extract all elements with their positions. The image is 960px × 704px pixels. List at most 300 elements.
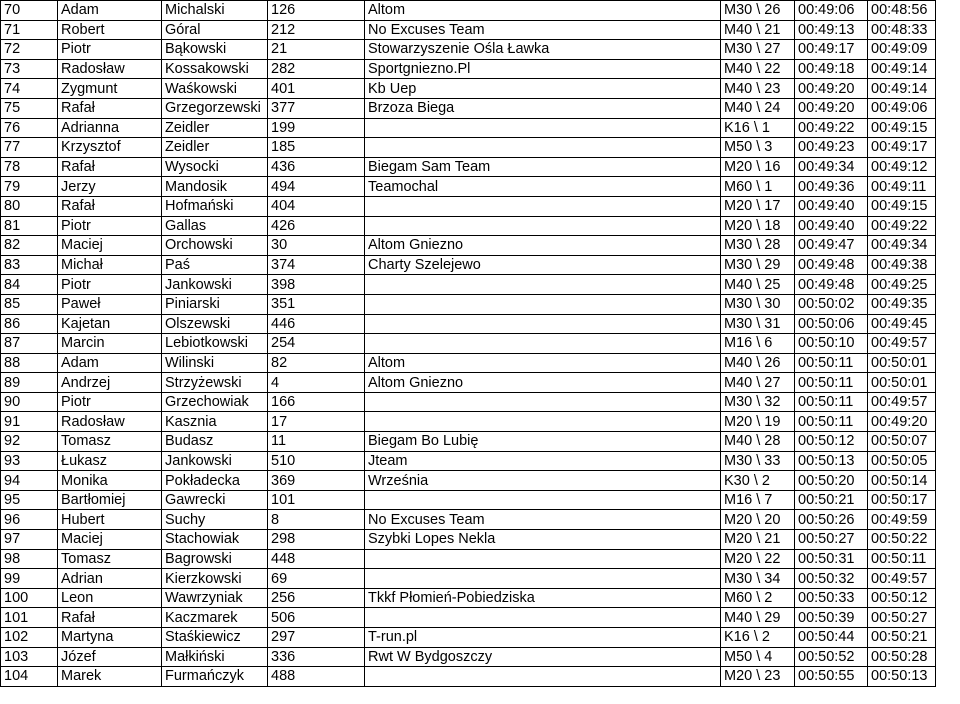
net-time-cell: 00:49:22 xyxy=(868,216,936,236)
club-cell: Altom xyxy=(365,353,721,373)
table-row xyxy=(1,1,936,21)
first-name-cell: Józef xyxy=(58,647,162,667)
gun-time-cell: 00:50:21 xyxy=(795,490,868,510)
bib-number-cell: 297 xyxy=(268,628,365,648)
net-time-cell: 00:49:14 xyxy=(868,79,936,99)
gun-time-cell: 00:49:34 xyxy=(795,157,868,177)
table-row xyxy=(1,588,936,608)
category-cell: M50 \ 3 xyxy=(721,138,795,158)
category-cell: K16 \ 1 xyxy=(721,118,795,138)
club-cell xyxy=(365,549,721,569)
net-time-cell: 00:49:14 xyxy=(868,59,936,79)
category-cell: M30 \ 34 xyxy=(721,569,795,589)
club-cell: Teamochal xyxy=(365,177,721,197)
category-cell: M20 \ 17 xyxy=(721,196,795,216)
first-name-cell: Andrzej xyxy=(58,373,162,393)
category-cell: M16 \ 7 xyxy=(721,490,795,510)
category-cell: M30 \ 30 xyxy=(721,294,795,314)
place-cell: 98 xyxy=(1,549,58,569)
net-time-cell: 00:48:33 xyxy=(868,20,936,40)
gun-time-cell: 00:50:33 xyxy=(795,588,868,608)
category-cell: M40 \ 25 xyxy=(721,275,795,295)
club-cell: Altom Gniezno xyxy=(365,373,721,393)
net-time-cell: 00:50:28 xyxy=(868,647,936,667)
place-cell: 82 xyxy=(1,236,58,256)
category-cell: K30 \ 2 xyxy=(721,471,795,491)
bib-number-cell: 256 xyxy=(268,588,365,608)
gun-time-cell: 00:49:40 xyxy=(795,196,868,216)
last-name-cell: Suchy xyxy=(162,510,268,530)
gun-time-cell: 00:50:44 xyxy=(795,628,868,648)
last-name-cell: Hofmański xyxy=(162,196,268,216)
place-cell: 78 xyxy=(1,157,58,177)
club-cell xyxy=(365,275,721,295)
place-cell: 94 xyxy=(1,471,58,491)
club-cell: Altom Gniezno xyxy=(365,236,721,256)
place-cell: 92 xyxy=(1,432,58,452)
last-name-cell: Orchowski xyxy=(162,236,268,256)
first-name-cell: Tomasz xyxy=(58,432,162,452)
club-cell: Kb Uep xyxy=(365,79,721,99)
first-name-cell: Piotr xyxy=(58,40,162,60)
table-row xyxy=(1,216,936,236)
place-cell: 99 xyxy=(1,569,58,589)
first-name-cell: Paweł xyxy=(58,294,162,314)
bib-number-cell: 8 xyxy=(268,510,365,530)
first-name-cell: Maciej xyxy=(58,236,162,256)
first-name-cell: Adrian xyxy=(58,569,162,589)
gun-time-cell: 00:50:13 xyxy=(795,451,868,471)
gun-time-cell: 00:50:12 xyxy=(795,432,868,452)
club-cell: Jteam xyxy=(365,451,721,471)
net-time-cell: 00:50:13 xyxy=(868,667,936,687)
club-cell: No Excuses Team xyxy=(365,510,721,530)
place-cell: 86 xyxy=(1,314,58,334)
last-name-cell: Wilinski xyxy=(162,353,268,373)
first-name-cell: Rafał xyxy=(58,157,162,177)
net-time-cell: 00:49:34 xyxy=(868,236,936,256)
table-row xyxy=(1,20,936,40)
last-name-cell: Olszewski xyxy=(162,314,268,334)
last-name-cell: Gawrecki xyxy=(162,490,268,510)
last-name-cell: Zeidler xyxy=(162,138,268,158)
table-row xyxy=(1,530,936,550)
first-name-cell: Marek xyxy=(58,667,162,687)
club-cell xyxy=(365,138,721,158)
last-name-cell: Bagrowski xyxy=(162,549,268,569)
place-cell: 76 xyxy=(1,118,58,138)
place-cell: 97 xyxy=(1,530,58,550)
net-time-cell: 00:49:45 xyxy=(868,314,936,334)
gun-time-cell: 00:49:06 xyxy=(795,1,868,21)
bib-number-cell: 506 xyxy=(268,608,365,628)
first-name-cell: Marcin xyxy=(58,334,162,354)
last-name-cell: Grzechowiak xyxy=(162,392,268,412)
gun-time-cell: 00:50:06 xyxy=(795,314,868,334)
gun-time-cell: 00:49:20 xyxy=(795,98,868,118)
last-name-cell: Wawrzyniak xyxy=(162,588,268,608)
bib-number-cell: 446 xyxy=(268,314,365,334)
net-time-cell: 00:49:17 xyxy=(868,138,936,158)
place-cell: 90 xyxy=(1,392,58,412)
bib-number-cell: 69 xyxy=(268,569,365,589)
place-cell: 80 xyxy=(1,196,58,216)
club-cell xyxy=(365,216,721,236)
bib-number-cell: 30 xyxy=(268,236,365,256)
net-time-cell: 00:50:22 xyxy=(868,530,936,550)
first-name-cell: Zygmunt xyxy=(58,79,162,99)
club-cell xyxy=(365,608,721,628)
bib-number-cell: 254 xyxy=(268,334,365,354)
table-row xyxy=(1,157,936,177)
net-time-cell: 00:49:09 xyxy=(868,40,936,60)
net-time-cell: 00:49:06 xyxy=(868,98,936,118)
bib-number-cell: 185 xyxy=(268,138,365,158)
bib-number-cell: 404 xyxy=(268,196,365,216)
net-time-cell: 00:49:57 xyxy=(868,334,936,354)
category-cell: M30 \ 26 xyxy=(721,1,795,21)
table-row xyxy=(1,138,936,158)
category-cell: M30 \ 28 xyxy=(721,236,795,256)
net-time-cell: 00:50:14 xyxy=(868,471,936,491)
last-name-cell: Stachowiak xyxy=(162,530,268,550)
bib-number-cell: 11 xyxy=(268,432,365,452)
place-cell: 72 xyxy=(1,40,58,60)
bib-number-cell: 369 xyxy=(268,471,365,491)
last-name-cell: Kasznia xyxy=(162,412,268,432)
table-row xyxy=(1,647,936,667)
club-cell: Biegam Sam Team xyxy=(365,157,721,177)
net-time-cell: 00:50:12 xyxy=(868,588,936,608)
table-row xyxy=(1,549,936,569)
bib-number-cell: 126 xyxy=(268,1,365,21)
net-time-cell: 00:49:12 xyxy=(868,157,936,177)
club-cell: Szybki Lopes Nekla xyxy=(365,530,721,550)
club-cell xyxy=(365,334,721,354)
table-row xyxy=(1,334,936,354)
place-cell: 100 xyxy=(1,588,58,608)
first-name-cell: Leon xyxy=(58,588,162,608)
place-cell: 70 xyxy=(1,1,58,21)
table-row xyxy=(1,490,936,510)
category-cell: M60 \ 1 xyxy=(721,177,795,197)
category-cell: M20 \ 16 xyxy=(721,157,795,177)
last-name-cell: Piniarski xyxy=(162,294,268,314)
last-name-cell: Grzegorzewski xyxy=(162,98,268,118)
first-name-cell: Bartłomiej xyxy=(58,490,162,510)
bib-number-cell: 101 xyxy=(268,490,365,510)
place-cell: 96 xyxy=(1,510,58,530)
place-cell: 79 xyxy=(1,177,58,197)
table-row xyxy=(1,667,936,687)
last-name-cell: Strzyżewski xyxy=(162,373,268,393)
gun-time-cell: 00:50:26 xyxy=(795,510,868,530)
gun-time-cell: 00:49:48 xyxy=(795,255,868,275)
category-cell: K16 \ 2 xyxy=(721,628,795,648)
first-name-cell: Radosław xyxy=(58,59,162,79)
place-cell: 83 xyxy=(1,255,58,275)
last-name-cell: Zeidler xyxy=(162,118,268,138)
place-cell: 95 xyxy=(1,490,58,510)
gun-time-cell: 00:49:20 xyxy=(795,79,868,99)
last-name-cell: Gallas xyxy=(162,216,268,236)
table-row xyxy=(1,236,936,256)
table-row xyxy=(1,59,936,79)
net-time-cell: 00:49:38 xyxy=(868,255,936,275)
category-cell: M40 \ 21 xyxy=(721,20,795,40)
club-cell: Sportgniezno.Pl xyxy=(365,59,721,79)
net-time-cell: 00:49:25 xyxy=(868,275,936,295)
category-cell: M40 \ 28 xyxy=(721,432,795,452)
club-cell xyxy=(365,490,721,510)
category-cell: M40 \ 29 xyxy=(721,608,795,628)
club-cell: T-run.pl xyxy=(365,628,721,648)
table-row xyxy=(1,255,936,275)
net-time-cell: 00:49:15 xyxy=(868,118,936,138)
category-cell: M60 \ 2 xyxy=(721,588,795,608)
category-cell: M30 \ 32 xyxy=(721,392,795,412)
place-cell: 74 xyxy=(1,79,58,99)
table-row xyxy=(1,98,936,118)
table-row xyxy=(1,275,936,295)
first-name-cell: Hubert xyxy=(58,510,162,530)
table-row xyxy=(1,392,936,412)
category-cell: M20 \ 21 xyxy=(721,530,795,550)
net-time-cell: 00:50:05 xyxy=(868,451,936,471)
place-cell: 89 xyxy=(1,373,58,393)
gun-time-cell: 00:50:10 xyxy=(795,334,868,354)
gun-time-cell: 00:49:18 xyxy=(795,59,868,79)
last-name-cell: Budasz xyxy=(162,432,268,452)
category-cell: M20 \ 19 xyxy=(721,412,795,432)
last-name-cell: Wysocki xyxy=(162,157,268,177)
last-name-cell: Małkiński xyxy=(162,647,268,667)
last-name-cell: Jankowski xyxy=(162,451,268,471)
bib-number-cell: 488 xyxy=(268,667,365,687)
last-name-cell: Mandosik xyxy=(162,177,268,197)
first-name-cell: Piotr xyxy=(58,392,162,412)
first-name-cell: Radosław xyxy=(58,412,162,432)
last-name-cell: Pokładecka xyxy=(162,471,268,491)
club-cell: Biegam Bo Lubię xyxy=(365,432,721,452)
first-name-cell: Łukasz xyxy=(58,451,162,471)
table-row xyxy=(1,471,936,491)
place-cell: 71 xyxy=(1,20,58,40)
first-name-cell: Tomasz xyxy=(58,549,162,569)
bib-number-cell: 298 xyxy=(268,530,365,550)
category-cell: M20 \ 22 xyxy=(721,549,795,569)
net-time-cell: 00:49:59 xyxy=(868,510,936,530)
place-cell: 102 xyxy=(1,628,58,648)
last-name-cell: Kierzkowski xyxy=(162,569,268,589)
net-time-cell: 00:50:07 xyxy=(868,432,936,452)
gun-time-cell: 00:49:36 xyxy=(795,177,868,197)
gun-time-cell: 00:49:47 xyxy=(795,236,868,256)
last-name-cell: Lebiotkowski xyxy=(162,334,268,354)
gun-time-cell: 00:50:11 xyxy=(795,392,868,412)
category-cell: M16 \ 6 xyxy=(721,334,795,354)
club-cell xyxy=(365,392,721,412)
gun-time-cell: 00:49:48 xyxy=(795,275,868,295)
place-cell: 87 xyxy=(1,334,58,354)
bib-number-cell: 21 xyxy=(268,40,365,60)
gun-time-cell: 00:49:40 xyxy=(795,216,868,236)
first-name-cell: Adam xyxy=(58,353,162,373)
club-cell xyxy=(365,314,721,334)
first-name-cell: Rafał xyxy=(58,196,162,216)
club-cell: Charty Szelejewo xyxy=(365,255,721,275)
table-row xyxy=(1,451,936,471)
bib-number-cell: 351 xyxy=(268,294,365,314)
table-row xyxy=(1,294,936,314)
category-cell: M40 \ 24 xyxy=(721,98,795,118)
club-cell: Września xyxy=(365,471,721,491)
first-name-cell: Rafał xyxy=(58,608,162,628)
category-cell: M30 \ 29 xyxy=(721,255,795,275)
gun-time-cell: 00:49:23 xyxy=(795,138,868,158)
last-name-cell: Jankowski xyxy=(162,275,268,295)
bib-number-cell: 401 xyxy=(268,79,365,99)
first-name-cell: Maciej xyxy=(58,530,162,550)
club-cell xyxy=(365,667,721,687)
bib-number-cell: 166 xyxy=(268,392,365,412)
place-cell: 103 xyxy=(1,647,58,667)
table-row xyxy=(1,373,936,393)
place-cell: 81 xyxy=(1,216,58,236)
first-name-cell: Piotr xyxy=(58,216,162,236)
gun-time-cell: 00:50:52 xyxy=(795,647,868,667)
first-name-cell: Michał xyxy=(58,255,162,275)
club-cell: Altom xyxy=(365,1,721,21)
club-cell: Stowarzyszenie Ośla Ławka xyxy=(365,40,721,60)
club-cell xyxy=(365,118,721,138)
gun-time-cell: 00:50:27 xyxy=(795,530,868,550)
table-row xyxy=(1,314,936,334)
net-time-cell: 00:49:57 xyxy=(868,569,936,589)
first-name-cell: Monika xyxy=(58,471,162,491)
club-cell xyxy=(365,412,721,432)
net-time-cell: 00:49:15 xyxy=(868,196,936,216)
last-name-cell: Bąkowski xyxy=(162,40,268,60)
net-time-cell: 00:50:11 xyxy=(868,549,936,569)
category-cell: M20 \ 18 xyxy=(721,216,795,236)
table-row xyxy=(1,628,936,648)
first-name-cell: Adam xyxy=(58,1,162,21)
last-name-cell: Kaczmarek xyxy=(162,608,268,628)
gun-time-cell: 00:50:11 xyxy=(795,412,868,432)
net-time-cell: 00:48:56 xyxy=(868,1,936,21)
gun-time-cell: 00:50:55 xyxy=(795,667,868,687)
bib-number-cell: 448 xyxy=(268,549,365,569)
category-cell: M50 \ 4 xyxy=(721,647,795,667)
bib-number-cell: 436 xyxy=(268,157,365,177)
place-cell: 91 xyxy=(1,412,58,432)
first-name-cell: Piotr xyxy=(58,275,162,295)
last-name-cell: Waśkowski xyxy=(162,79,268,99)
bib-number-cell: 377 xyxy=(268,98,365,118)
bib-number-cell: 336 xyxy=(268,647,365,667)
bib-number-cell: 494 xyxy=(268,177,365,197)
category-cell: M40 \ 23 xyxy=(721,79,795,99)
place-cell: 77 xyxy=(1,138,58,158)
gun-time-cell: 00:49:13 xyxy=(795,20,868,40)
club-cell: Rwt W Bydgoszczy xyxy=(365,647,721,667)
club-cell xyxy=(365,294,721,314)
place-cell: 73 xyxy=(1,59,58,79)
last-name-cell: Góral xyxy=(162,20,268,40)
last-name-cell: Kossakowski xyxy=(162,59,268,79)
place-cell: 84 xyxy=(1,275,58,295)
category-cell: M40 \ 22 xyxy=(721,59,795,79)
category-cell: M40 \ 26 xyxy=(721,353,795,373)
first-name-cell: Adrianna xyxy=(58,118,162,138)
gun-time-cell: 00:49:22 xyxy=(795,118,868,138)
category-cell: M30 \ 33 xyxy=(721,451,795,471)
last-name-cell: Paś xyxy=(162,255,268,275)
gun-time-cell: 00:50:31 xyxy=(795,549,868,569)
table-row xyxy=(1,510,936,530)
table-row xyxy=(1,608,936,628)
last-name-cell: Michalski xyxy=(162,1,268,21)
gun-time-cell: 00:50:11 xyxy=(795,353,868,373)
first-name-cell: Robert xyxy=(58,20,162,40)
bib-number-cell: 426 xyxy=(268,216,365,236)
gun-time-cell: 00:50:39 xyxy=(795,608,868,628)
bib-number-cell: 199 xyxy=(268,118,365,138)
table-row xyxy=(1,196,936,216)
net-time-cell: 00:49:20 xyxy=(868,412,936,432)
table-row xyxy=(1,40,936,60)
first-name-cell: Jerzy xyxy=(58,177,162,197)
bib-number-cell: 510 xyxy=(268,451,365,471)
bib-number-cell: 282 xyxy=(268,59,365,79)
club-cell xyxy=(365,196,721,216)
club-cell xyxy=(365,569,721,589)
place-cell: 85 xyxy=(1,294,58,314)
place-cell: 75 xyxy=(1,98,58,118)
gun-time-cell: 00:50:11 xyxy=(795,373,868,393)
table-row xyxy=(1,118,936,138)
place-cell: 93 xyxy=(1,451,58,471)
bib-number-cell: 374 xyxy=(268,255,365,275)
place-cell: 101 xyxy=(1,608,58,628)
table-row xyxy=(1,353,936,373)
bib-number-cell: 82 xyxy=(268,353,365,373)
net-time-cell: 00:49:35 xyxy=(868,294,936,314)
table-row xyxy=(1,432,936,452)
gun-time-cell: 00:49:17 xyxy=(795,40,868,60)
first-name-cell: Martyna xyxy=(58,628,162,648)
category-cell: M40 \ 27 xyxy=(721,373,795,393)
gun-time-cell: 00:50:32 xyxy=(795,569,868,589)
bib-number-cell: 4 xyxy=(268,373,365,393)
table-row xyxy=(1,412,936,432)
net-time-cell: 00:50:01 xyxy=(868,373,936,393)
net-time-cell: 00:49:57 xyxy=(868,392,936,412)
net-time-cell: 00:50:01 xyxy=(868,353,936,373)
net-time-cell: 00:50:21 xyxy=(868,628,936,648)
results-body xyxy=(1,1,936,687)
club-cell: Tkkf Płomień-Pobiedziska xyxy=(365,588,721,608)
net-time-cell: 00:49:11 xyxy=(868,177,936,197)
table-row xyxy=(1,79,936,99)
table-row xyxy=(1,569,936,589)
bib-number-cell: 212 xyxy=(268,20,365,40)
first-name-cell: Kajetan xyxy=(58,314,162,334)
gun-time-cell: 00:50:02 xyxy=(795,294,868,314)
last-name-cell: Furmańczyk xyxy=(162,667,268,687)
net-time-cell: 00:50:27 xyxy=(868,608,936,628)
